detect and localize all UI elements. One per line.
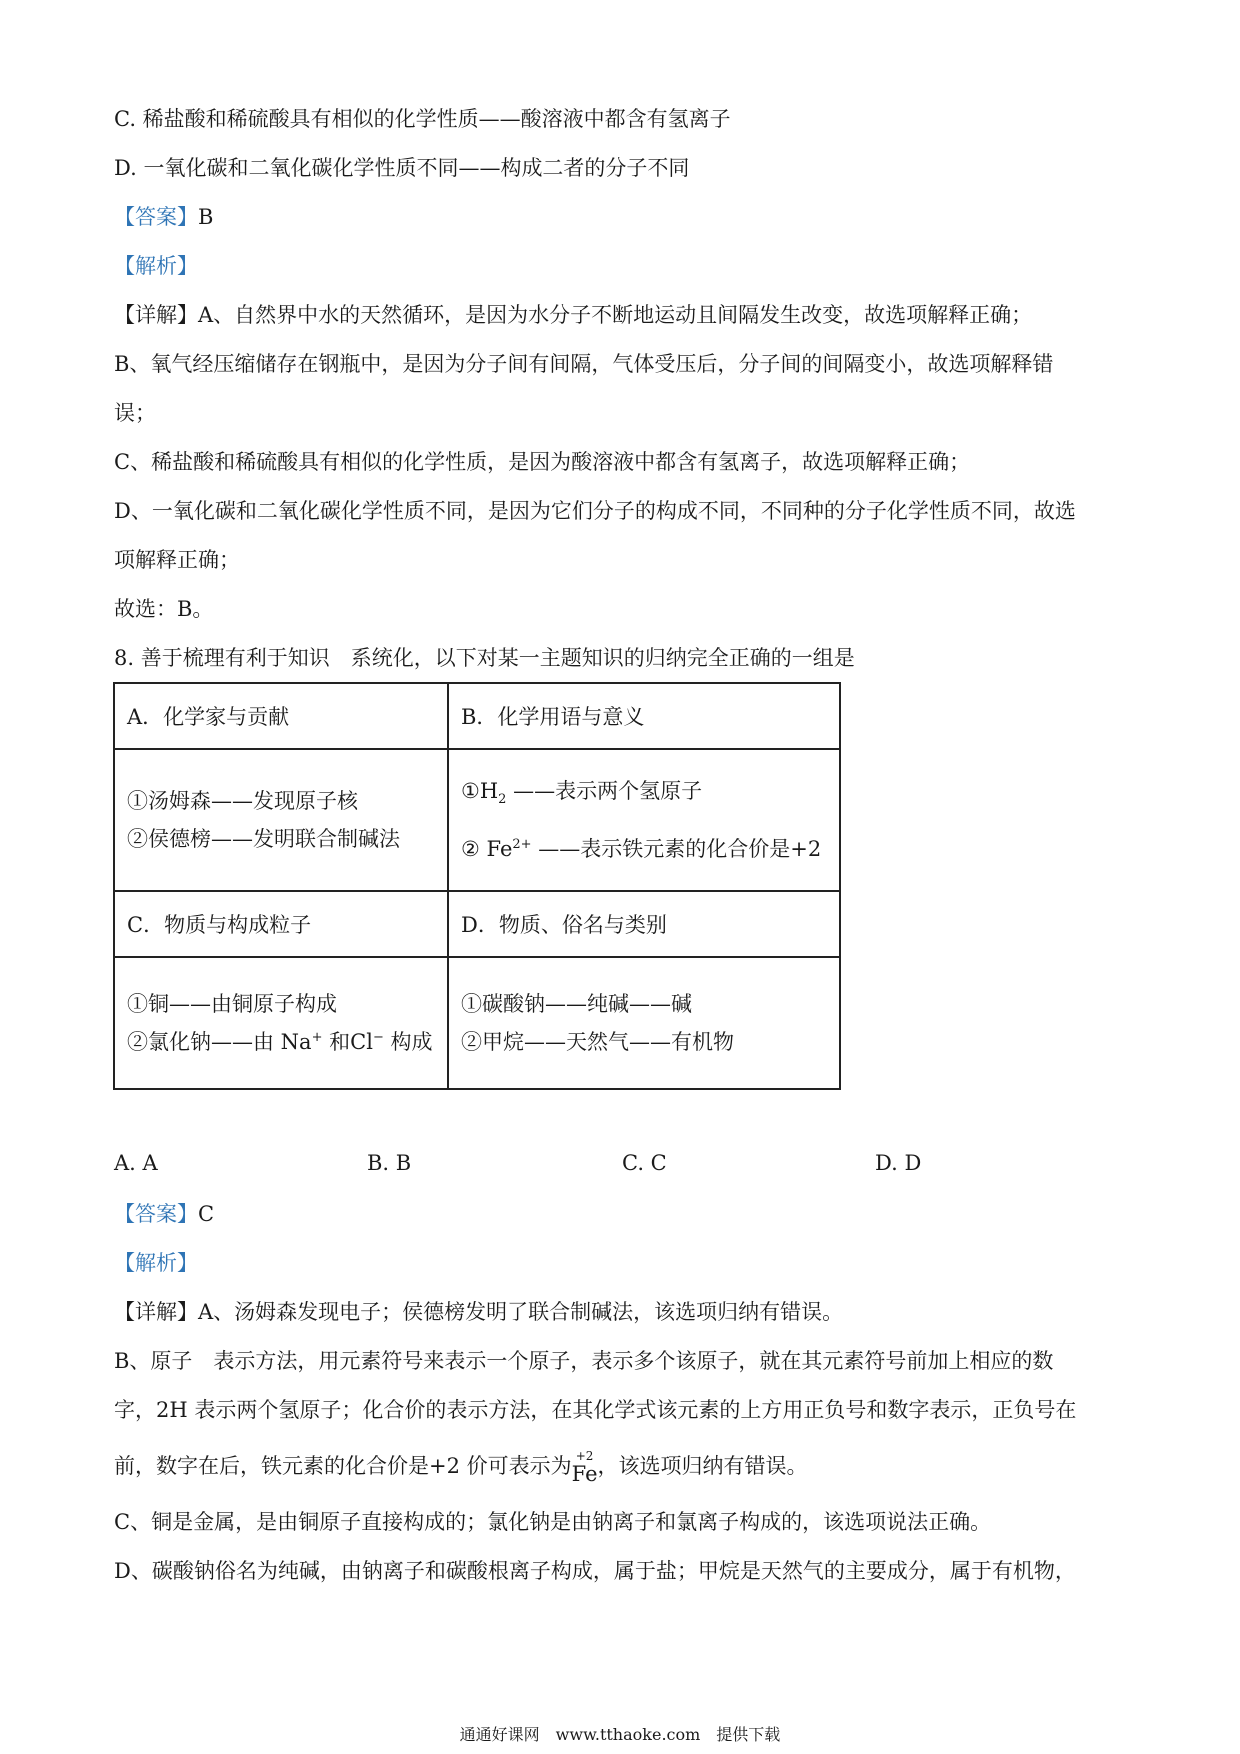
q8-answer-value: C	[198, 1202, 215, 1226]
cell-c-body	[114, 957, 448, 1089]
cell-a-item: ②侯德榜——发明联合制碱法	[127, 827, 400, 851]
option-a: A. A	[114, 1151, 158, 1175]
q8-detail-line: 字，2H 表示两个氢原子；化合价的表示方法，在其化学式该元素的上方用正负号和数字表示，正负号在	[114, 1398, 1077, 1422]
intro-line-d: D. 一氧化碳和二氧化碳化学性质不同——构成二者的分子不同	[114, 156, 690, 180]
cell-d-item: ②甲烷——天然气——有机物	[461, 1030, 734, 1054]
q8-knowledge-table	[113, 682, 841, 1090]
option-d: D. D	[875, 1151, 922, 1175]
page-footer: 通通好课网 www.tthaoke.com 提供下载	[459, 1725, 781, 1744]
q8-detail-line: D、碳酸钠俗名为纯碱，由钠离子和碳酸根离子构成，属于盐；甲烷是天然气的主要成分，属于有机物，	[114, 1559, 1076, 1583]
cell-a-item: ①汤姆森——发现原子核	[127, 789, 358, 813]
q8-answer	[114, 1200, 214, 1228]
cell-b-head: B．化学用语与意义	[448, 683, 840, 749]
cell-c-item-1: ①铜——由铜原子构成	[127, 992, 337, 1016]
q7-answer-label: 【答案】	[114, 205, 198, 229]
q7-detail-line: 项解释正确；	[114, 548, 240, 572]
q7-answer-value: B	[198, 205, 214, 229]
cell-d-item: ①碳酸钠——纯碱——碱	[461, 992, 692, 1016]
q8-detail-line: C、铜是金属，是由铜原子直接构成的；氯化钠是由钠离子和氯离子构成的，该选项说法正确。	[114, 1510, 992, 1534]
q8-detail-line: B、原子 表示方法，用元素符号来表示一个原子，表示多个该原子，就在其元素符号前加上相应的数	[114, 1349, 1054, 1373]
q8-valence-line: 前，数字在后，铁元素的化合价是+2 价可表示为 +2 Fe ，该选项归纳有错误。	[114, 1449, 808, 1486]
cell-c-item-2: ②氯化钠——由 Na+ 和Cl− 构成	[127, 1030, 433, 1054]
cell-d-body	[448, 957, 840, 1089]
cell-b-item-1: $①H_2$ ——表示两个氢原子	[461, 779, 703, 808]
cell-a-head: A．化学家与贡献	[114, 683, 448, 749]
cell-d-head: D．物质、俗名与类别	[448, 891, 840, 957]
q7-analysis-label: 【解析】	[114, 254, 198, 278]
option-c: C. C	[622, 1151, 667, 1175]
q7-detail-line: C、稀盐酸和稀硫酸具有相似的化学性质，是因为酸溶液中都含有氢离子，故选项解释正确；	[114, 450, 971, 474]
q7-detail-line: 误；	[114, 401, 156, 425]
option-b: B. B	[367, 1151, 412, 1175]
q7-detail-line: 【详解】A、自然界中水的天然循环，是因为水分子不断地运动且间隔发生改变，故选项解释正确；	[114, 303, 1033, 327]
cell-b-item-2: ② $Fe^{2+}$ ——表示铁元素的化合价是+2	[461, 837, 822, 861]
cell-a-body	[114, 749, 448, 891]
q7-detail-line: D、一氧化碳和二氧化碳化学性质不同，是因为它们分子的构成不同，不同种的分子化学性质不同，故选	[114, 499, 1076, 523]
q7-detail-line: B、氧气经压缩储存在钢瓶中，是因为分子间有间隔，气体受压后，分子间的间隔变小，故选项解释错	[114, 352, 1054, 376]
q7-conclusion: 故选：B。	[114, 597, 214, 621]
cell-b-body	[448, 749, 840, 891]
q7-answer	[114, 203, 213, 231]
q8-stem: 8. 善于梳理有利于知识 系统化，以下对某一主题知识的归纳完全正确的一组是	[114, 646, 855, 670]
q8-detail-line: 【详解】A、汤姆森发现电子；侯德榜发明了联合制碱法，该选项归纳有错误。	[114, 1300, 844, 1324]
q8-answer-label: 【答案】	[114, 1202, 198, 1226]
valence-notation: +2 Fe	[571, 1449, 598, 1486]
q8-analysis-label: 【解析】	[114, 1251, 198, 1275]
intro-line-c: C. 稀盐酸和稀硫酸具有相似的化学性质——酸溶液中都含有氢离子	[114, 107, 731, 131]
cell-c-head: C．物质与构成粒子	[114, 891, 448, 957]
